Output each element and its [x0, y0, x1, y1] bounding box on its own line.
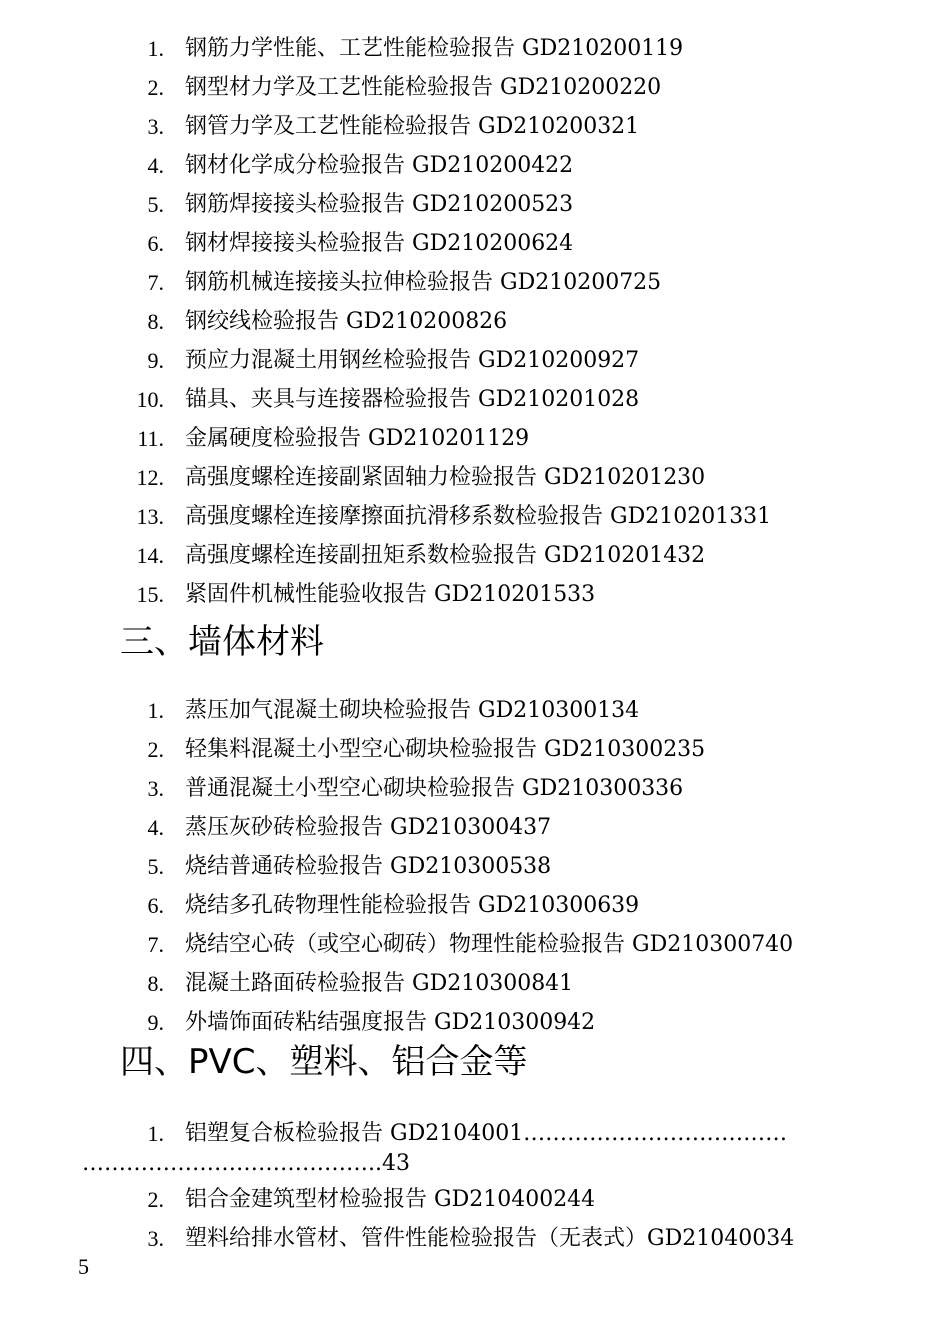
item-number: 10. — [136, 387, 164, 412]
item-number: 7. — [147, 270, 164, 295]
item-text: 蒸压灰砂砖检验报告 GD210300437 — [185, 815, 552, 840]
item-text: 预应力混凝土用钢丝检验报告 GD210200927 — [185, 348, 640, 373]
page-number: 5 — [78, 1254, 89, 1279]
list-item — [0, 263, 950, 302]
item-number: 7. — [147, 932, 164, 957]
item-text: 钢筋焊接接头检验报告 GD210200523 — [185, 192, 574, 217]
item-number: 5. — [147, 192, 164, 217]
item-text: 钢型材力学及工艺性能检验报告 GD210200220 — [185, 75, 662, 100]
list-item — [0, 185, 950, 224]
item-text: 铝合金建筑型材检验报告 GD210400244 — [185, 1187, 596, 1212]
item-number: 11. — [137, 426, 164, 451]
item-text: 钢筋力学性能、工艺性能检验报告 GD210200119 — [185, 36, 684, 61]
list-item — [0, 536, 950, 575]
item-text: 高强度螺栓连接摩擦面抗滑移系数检验报告 GD210201331 — [185, 504, 772, 529]
list-item — [0, 68, 950, 107]
item-text: 烧结普通砖检验报告 GD210300538 — [185, 854, 552, 879]
list-item — [0, 730, 950, 769]
item-text: 混凝土路面砖检验报告 GD210300841 — [185, 971, 574, 996]
item-text: 高强度螺栓连接副紧固轴力检验报告 GD210201230 — [185, 465, 706, 490]
list-item — [0, 575, 950, 614]
list-item — [0, 302, 950, 341]
list-item — [0, 380, 950, 419]
item-text: 塑料给排水管材、管件性能检验报告（无表式）GD21040034 — [185, 1226, 795, 1251]
item-number: 5. — [147, 854, 164, 879]
item-text: 钢材化学成分检验报告 GD210200422 — [185, 153, 574, 178]
item-number: 3. — [147, 1226, 164, 1251]
item-text: 钢筋机械连接接头拉伸检验报告 GD210200725 — [185, 270, 662, 295]
item-text: 钢管力学及工艺性能检验报告 GD210200321 — [185, 114, 640, 139]
section3-heading: 三、墙体材料 — [120, 622, 324, 662]
item-text: 钢材焊接接头检验报告 GD210200624 — [185, 231, 574, 256]
item-text-line2: …………………………………..43 — [82, 1151, 410, 1176]
section3-list — [0, 691, 950, 1042]
item-text: 轻集料混凝土小型空心砌块检验报告 GD210300235 — [185, 737, 706, 762]
list-item — [0, 691, 950, 730]
section2-list — [0, 29, 950, 614]
list-item — [0, 1003, 950, 1042]
item-number: 15. — [136, 582, 164, 607]
item-text: 钢绞线检验报告 GD210200826 — [185, 309, 508, 334]
list-item — [0, 497, 950, 536]
list-item — [0, 107, 950, 146]
item-text: 普通混凝土小型空心砌块检验报告 GD210300336 — [185, 776, 684, 801]
list-item — [0, 964, 950, 1003]
list-item — [0, 847, 950, 886]
item-number: 2. — [147, 1187, 164, 1212]
item-text: 蒸压加气混凝土砌块检验报告 GD210300134 — [185, 698, 640, 723]
list-item — [0, 419, 950, 458]
item-number: 6. — [147, 231, 164, 256]
item-number: 12. — [136, 465, 164, 490]
item-number: 3. — [147, 776, 164, 801]
item-number: 1. — [147, 1121, 164, 1146]
item-text: 烧结空心砖（或空心砌砖）物理性能检验报告 GD210300740 — [185, 932, 794, 957]
item-text-line1: 铝塑复合板检验报告 GD2104001……………………………… — [185, 1121, 788, 1146]
item-number: 4. — [147, 153, 164, 178]
list-item — [0, 808, 950, 847]
item-number: 13. — [136, 504, 164, 529]
item-number: 9. — [147, 1010, 164, 1035]
list-item — [0, 224, 950, 263]
item-text: 烧结多孔砖物理性能检验报告 GD210300639 — [185, 893, 640, 918]
item-number: 6. — [147, 893, 164, 918]
item-text: 金属硬度检验报告 GD210201129 — [185, 426, 530, 451]
list-item — [0, 458, 950, 497]
item-text: 外墙饰面砖粘结强度报告 GD210300942 — [185, 1010, 596, 1035]
list-item — [0, 925, 950, 964]
item-text: 锚具、夹具与连接器检验报告 GD210201028 — [185, 387, 640, 412]
item-number: 8. — [147, 309, 164, 334]
item-number: 2. — [147, 737, 164, 762]
list-item — [0, 886, 950, 925]
list-item — [0, 1180, 950, 1219]
list-item — [0, 146, 950, 185]
item-number: 1. — [147, 698, 164, 723]
list-item — [0, 29, 950, 68]
item-number: 1. — [147, 36, 164, 61]
item-number: 3. — [147, 114, 164, 139]
list-item — [0, 341, 950, 380]
section4-heading: 四、PVC、塑料、铝合金等 — [120, 1042, 528, 1082]
item-number: 4. — [147, 815, 164, 840]
section4-list — [0, 1180, 950, 1258]
item-number: 9. — [147, 348, 164, 373]
list-item — [0, 769, 950, 808]
item-number: 2. — [147, 75, 164, 100]
item-text: 高强度螺栓连接副扭矩系数检验报告 GD210201432 — [185, 543, 706, 568]
item-number: 8. — [147, 971, 164, 996]
item-number: 14. — [136, 543, 164, 568]
list-item — [0, 1219, 950, 1258]
item-text: 紧固件机械性能验收报告 GD210201533 — [185, 582, 596, 607]
